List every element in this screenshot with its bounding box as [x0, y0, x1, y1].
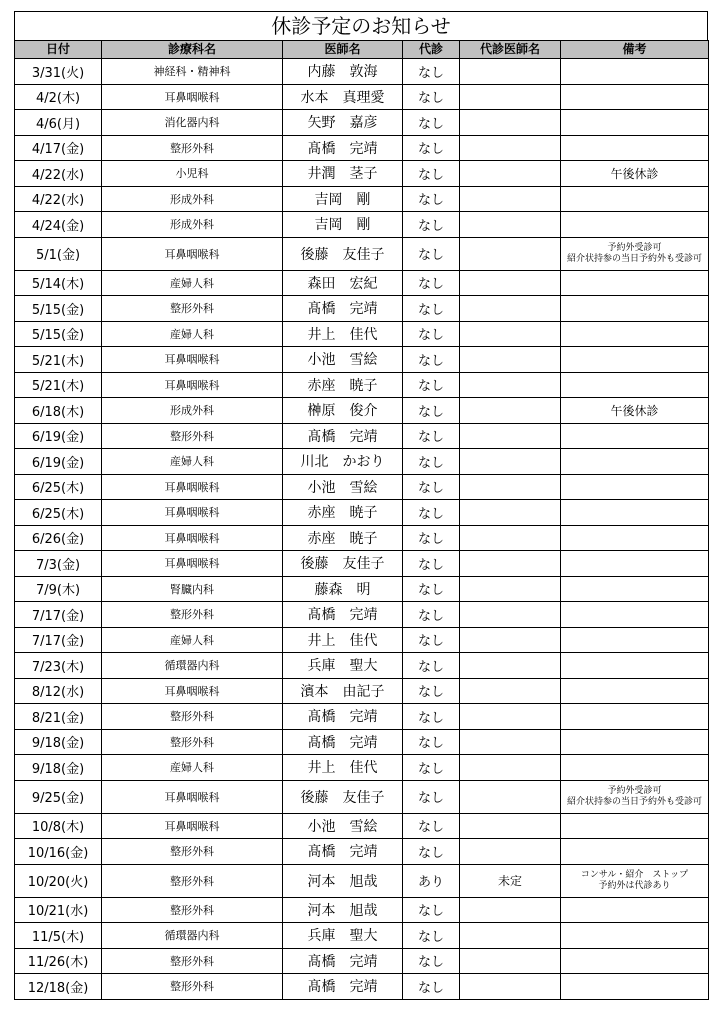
cell-substitute: なし [403, 270, 460, 296]
cell-substitute: なし [403, 474, 460, 500]
cell-department: 産婦人科 [102, 321, 283, 347]
cell-doctor: 髙橋 完靖 [283, 974, 403, 1000]
cell-notes [561, 974, 709, 1000]
cell-substitute: なし [403, 678, 460, 704]
cell-substitute-doctor [460, 474, 561, 500]
table-row [15, 839, 709, 865]
cell-substitute: なし [403, 839, 460, 865]
cell-substitute-doctor [460, 296, 561, 322]
cell-department: 神経科・精神科 [102, 59, 283, 85]
table-row [15, 186, 709, 212]
cell-substitute-doctor [460, 59, 561, 85]
cell-department: 耳鼻咽喉科 [102, 551, 283, 577]
cell-date: 7/9(木) [15, 576, 102, 602]
cell-notes [561, 449, 709, 475]
cell-substitute-doctor [460, 347, 561, 373]
table-row [15, 423, 709, 449]
cell-substitute: なし [403, 59, 460, 85]
cell-date: 6/25(木) [15, 474, 102, 500]
cell-doctor: 河本 旭哉 [283, 897, 403, 923]
note-line: 予約外受診可 [607, 242, 662, 253]
cell-substitute: なし [403, 398, 460, 424]
table-row [15, 551, 709, 577]
cell-doctor: 井上 佳代 [283, 627, 403, 653]
cell-doctor: 内藤 敦海 [283, 59, 403, 85]
cell-notes [561, 296, 709, 322]
cell-notes [561, 186, 709, 212]
cell-department: 整形外科 [102, 897, 283, 923]
cell-date: 6/19(金) [15, 449, 102, 475]
cell-notes [561, 813, 709, 839]
cell-notes [561, 864, 709, 897]
cell-notes [561, 780, 709, 813]
cell-notes [561, 59, 709, 85]
cell-doctor: 赤座 暁子 [283, 372, 403, 398]
cell-date: 7/17(金) [15, 627, 102, 653]
cell-date: 6/25(木) [15, 500, 102, 526]
table-row [15, 678, 709, 704]
cell-doctor: 井上 佳代 [283, 755, 403, 781]
cell-substitute-doctor [460, 237, 561, 270]
cell-date: 9/18(金) [15, 755, 102, 781]
table-body [15, 59, 709, 1000]
cell-substitute: なし [403, 948, 460, 974]
table-row [15, 59, 709, 85]
cell-substitute: なし [403, 653, 460, 679]
cell-department: 耳鼻咽喉科 [102, 678, 283, 704]
cell-doctor: 川北 かおり [283, 449, 403, 475]
cell-doctor: 吉岡 剛 [283, 212, 403, 238]
cell-doctor: 森田 宏紀 [283, 270, 403, 296]
cell-doctor: 小池 雪絵 [283, 813, 403, 839]
cell-department: 整形外科 [102, 423, 283, 449]
cell-substitute: なし [403, 551, 460, 577]
cell-substitute: なし [403, 704, 460, 730]
cell-department: 消化器内科 [102, 110, 283, 136]
cell-date: 6/18(木) [15, 398, 102, 424]
cell-department: 整形外科 [102, 602, 283, 628]
cell-date: 5/15(金) [15, 296, 102, 322]
cell-substitute: あり [403, 864, 460, 897]
table-row [15, 576, 709, 602]
table-row [15, 372, 709, 398]
cell-substitute-doctor [460, 755, 561, 781]
cell-doctor: 兵庫 聖大 [283, 653, 403, 679]
table-row [15, 110, 709, 136]
cell-substitute-doctor [460, 704, 561, 730]
table-row [15, 813, 709, 839]
cell-doctor: 兵庫 聖大 [283, 923, 403, 949]
cell-department: 耳鼻咽喉科 [102, 237, 283, 270]
cell-substitute: なし [403, 161, 460, 187]
cell-substitute: なし [403, 237, 460, 270]
cell-department: 循環器内科 [102, 923, 283, 949]
cell-department: 小児科 [102, 161, 283, 187]
cell-doctor: 吉岡 剛 [283, 186, 403, 212]
cell-doctor: 小池 雪絵 [283, 347, 403, 373]
cell-substitute-doctor [460, 576, 561, 602]
note-line: 紹介状持参の当日予約外も受診可 [566, 253, 702, 264]
cell-substitute: なし [403, 576, 460, 602]
cell-substitute-doctor [460, 500, 561, 526]
table-row [15, 627, 709, 653]
cell-notes [561, 270, 709, 296]
table-row [15, 948, 709, 974]
table-row [15, 704, 709, 730]
cell-substitute-doctor [460, 678, 561, 704]
cell-department: 産婦人科 [102, 755, 283, 781]
cell-date: 7/17(金) [15, 602, 102, 628]
cell-notes [561, 525, 709, 551]
table-row [15, 135, 709, 161]
cell-notes [561, 678, 709, 704]
cell-date: 10/20(火) [15, 864, 102, 897]
cell-substitute: なし [403, 500, 460, 526]
cell-substitute-doctor [460, 321, 561, 347]
table-row [15, 84, 709, 110]
table-row [15, 729, 709, 755]
cell-date: 10/8(木) [15, 813, 102, 839]
cell-department: 整形外科 [102, 729, 283, 755]
cell-substitute-doctor [460, 627, 561, 653]
cell-department: 整形外科 [102, 296, 283, 322]
cell-doctor: 髙橋 完靖 [283, 602, 403, 628]
cell-notes [561, 602, 709, 628]
cell-substitute-doctor [460, 135, 561, 161]
cell-notes [561, 372, 709, 398]
cell-doctor: 河本 旭哉 [283, 864, 403, 897]
cell-notes [561, 321, 709, 347]
cell-notes [561, 135, 709, 161]
cell-substitute-doctor: 未定 [460, 864, 561, 897]
cell-substitute-doctor [460, 729, 561, 755]
cell-doctor: 髙橋 完靖 [283, 839, 403, 865]
cell-date: 11/26(木) [15, 948, 102, 974]
table-row [15, 237, 709, 270]
cell-substitute-doctor [460, 813, 561, 839]
cell-date: 10/21(水) [15, 897, 102, 923]
cell-substitute-doctor [460, 84, 561, 110]
cell-department: 耳鼻咽喉科 [102, 813, 283, 839]
cell-notes [561, 627, 709, 653]
column-header-department: 診療科名 [102, 41, 283, 59]
table-row [15, 398, 709, 424]
cell-doctor: 後藤 友佳子 [283, 551, 403, 577]
cell-substitute: なし [403, 321, 460, 347]
cell-date: 5/15(金) [15, 321, 102, 347]
table-row [15, 974, 709, 1000]
cell-date: 4/2(木) [15, 84, 102, 110]
cell-date: 6/19(金) [15, 423, 102, 449]
cell-notes [561, 729, 709, 755]
cell-date: 4/24(金) [15, 212, 102, 238]
cell-doctor: 井潤 茎子 [283, 161, 403, 187]
cell-doctor: 髙橋 完靖 [283, 704, 403, 730]
cell-substitute: なし [403, 923, 460, 949]
cell-substitute-doctor [460, 897, 561, 923]
cell-doctor: 髙橋 完靖 [283, 296, 403, 322]
cell-substitute: なし [403, 110, 460, 136]
cell-notes [561, 576, 709, 602]
cell-doctor: 小池 雪絵 [283, 474, 403, 500]
cell-date: 6/26(金) [15, 525, 102, 551]
table-row [15, 755, 709, 781]
cell-substitute: なし [403, 186, 460, 212]
cell-notes [561, 84, 709, 110]
cell-substitute-doctor [460, 270, 561, 296]
cell-date: 8/21(金) [15, 704, 102, 730]
column-header-substitute-doctor: 代診医師名 [460, 41, 561, 59]
cell-substitute-doctor [460, 602, 561, 628]
cell-substitute-doctor [460, 974, 561, 1000]
cell-substitute: なし [403, 729, 460, 755]
cell-date: 7/23(木) [15, 653, 102, 679]
cell-date: 7/3(金) [15, 551, 102, 577]
cell-notes [561, 423, 709, 449]
cell-substitute-doctor [460, 449, 561, 475]
cell-doctor: 髙橋 完靖 [283, 729, 403, 755]
cell-department: 循環器内科 [102, 653, 283, 679]
cell-notes [561, 755, 709, 781]
cell-substitute: なし [403, 525, 460, 551]
cell-department: 整形外科 [102, 974, 283, 1000]
cell-notes [561, 551, 709, 577]
cell-doctor: 後藤 友佳子 [283, 237, 403, 270]
cell-date: 4/17(金) [15, 135, 102, 161]
cell-notes [561, 110, 709, 136]
cell-doctor: 濱本 由記子 [283, 678, 403, 704]
table-row [15, 897, 709, 923]
cell-substitute: なし [403, 372, 460, 398]
column-header-substitute: 代診 [403, 41, 460, 59]
cell-date: 10/16(金) [15, 839, 102, 865]
note-line: コンサル・紹介 ストップ [580, 869, 689, 880]
cell-date: 8/12(水) [15, 678, 102, 704]
cell-doctor: 赤座 暁子 [283, 525, 403, 551]
cell-notes [561, 653, 709, 679]
cell-substitute: なし [403, 813, 460, 839]
cell-substitute: なし [403, 780, 460, 813]
cell-notes [561, 212, 709, 238]
table-header-row [15, 41, 709, 59]
cell-notes [561, 474, 709, 500]
table-row [15, 347, 709, 373]
cell-department: 腎臓内科 [102, 576, 283, 602]
cell-department: 整形外科 [102, 839, 283, 865]
cell-date: 5/1(金) [15, 237, 102, 270]
cell-notes [561, 948, 709, 974]
cell-date: 5/14(木) [15, 270, 102, 296]
cell-substitute-doctor [460, 110, 561, 136]
cell-doctor: 赤座 暁子 [283, 500, 403, 526]
cell-date: 5/21(木) [15, 347, 102, 373]
table-row [15, 780, 709, 813]
cell-department: 整形外科 [102, 135, 283, 161]
cell-doctor: 水本 真理愛 [283, 84, 403, 110]
page-title: 休診予定のお知らせ [14, 11, 708, 40]
cell-date: 5/21(木) [15, 372, 102, 398]
cell-substitute-doctor [460, 212, 561, 238]
cell-date: 9/25(金) [15, 780, 102, 813]
cell-substitute: なし [403, 449, 460, 475]
cell-doctor: 髙橋 完靖 [283, 135, 403, 161]
cell-substitute-doctor [460, 423, 561, 449]
cell-notes [561, 923, 709, 949]
cell-substitute-doctor [460, 948, 561, 974]
cell-substitute: なし [403, 212, 460, 238]
column-header-doctor: 医師名 [283, 41, 403, 59]
cell-substitute: なし [403, 135, 460, 161]
cell-department: 整形外科 [102, 864, 283, 897]
cell-department: 耳鼻咽喉科 [102, 780, 283, 813]
cell-substitute: なし [403, 627, 460, 653]
table-row [15, 449, 709, 475]
cell-substitute-doctor [460, 161, 561, 187]
cell-department: 耳鼻咽喉科 [102, 347, 283, 373]
cell-substitute: なし [403, 423, 460, 449]
cell-department: 整形外科 [102, 948, 283, 974]
table-row [15, 923, 709, 949]
cell-department: 形成外科 [102, 186, 283, 212]
cell-date: 9/18(金) [15, 729, 102, 755]
cell-substitute: なし [403, 755, 460, 781]
table-row [15, 653, 709, 679]
table-row [15, 296, 709, 322]
cell-substitute-doctor [460, 780, 561, 813]
table-row [15, 321, 709, 347]
column-header-date: 日付 [15, 41, 102, 59]
table-row [15, 161, 709, 187]
cell-substitute: なし [403, 602, 460, 628]
cell-substitute-doctor [460, 839, 561, 865]
cell-substitute: なし [403, 347, 460, 373]
cell-doctor: 髙橋 完靖 [283, 423, 403, 449]
cell-department: 耳鼻咽喉科 [102, 525, 283, 551]
cell-date: 4/6(月) [15, 110, 102, 136]
cell-substitute: なし [403, 296, 460, 322]
note-line: 予約外受診可 [607, 785, 662, 796]
cell-department: 整形外科 [102, 704, 283, 730]
cell-substitute: なし [403, 84, 460, 110]
cell-department: 形成外科 [102, 398, 283, 424]
cell-substitute-doctor [460, 923, 561, 949]
cell-date: 3/31(火) [15, 59, 102, 85]
cell-substitute-doctor [460, 186, 561, 212]
table-row [15, 602, 709, 628]
column-header-notes: 備考 [561, 41, 709, 59]
cell-doctor: 矢野 嘉彦 [283, 110, 403, 136]
cell-department: 産婦人科 [102, 449, 283, 475]
closure-table [14, 40, 709, 1000]
table-row [15, 500, 709, 526]
table-row [15, 474, 709, 500]
cell-notes: 午後休診 [561, 398, 709, 424]
note-line: 紹介状持参の当日予約外も受診可 [566, 796, 702, 807]
cell-notes [561, 237, 709, 270]
cell-date: 4/22(水) [15, 161, 102, 187]
cell-doctor: 藤森 明 [283, 576, 403, 602]
cell-date: 4/22(水) [15, 186, 102, 212]
cell-notes [561, 347, 709, 373]
cell-substitute-doctor [460, 653, 561, 679]
cell-substitute-doctor [460, 372, 561, 398]
cell-substitute-doctor [460, 525, 561, 551]
cell-department: 耳鼻咽喉科 [102, 500, 283, 526]
cell-department: 耳鼻咽喉科 [102, 84, 283, 110]
table-row [15, 212, 709, 238]
cell-department: 産婦人科 [102, 627, 283, 653]
cell-department: 耳鼻咽喉科 [102, 474, 283, 500]
cell-doctor: 榊原 俊介 [283, 398, 403, 424]
table-row [15, 270, 709, 296]
cell-notes [561, 839, 709, 865]
cell-notes [561, 897, 709, 923]
cell-department: 形成外科 [102, 212, 283, 238]
cell-doctor: 髙橋 完靖 [283, 948, 403, 974]
cell-notes: 午後休診 [561, 161, 709, 187]
cell-substitute-doctor [460, 551, 561, 577]
cell-date: 12/18(金) [15, 974, 102, 1000]
note-line: 予約外は代診あり [598, 880, 671, 891]
table-row [15, 864, 709, 897]
cell-doctor: 後藤 友佳子 [283, 780, 403, 813]
cell-doctor: 井上 佳代 [283, 321, 403, 347]
cell-substitute-doctor [460, 398, 561, 424]
cell-substitute: なし [403, 974, 460, 1000]
cell-department: 耳鼻咽喉科 [102, 372, 283, 398]
cell-substitute: なし [403, 897, 460, 923]
cell-date: 11/5(木) [15, 923, 102, 949]
table-row [15, 525, 709, 551]
schedule-sheet [14, 11, 708, 1000]
cell-notes [561, 704, 709, 730]
cell-notes [561, 500, 709, 526]
cell-department: 産婦人科 [102, 270, 283, 296]
